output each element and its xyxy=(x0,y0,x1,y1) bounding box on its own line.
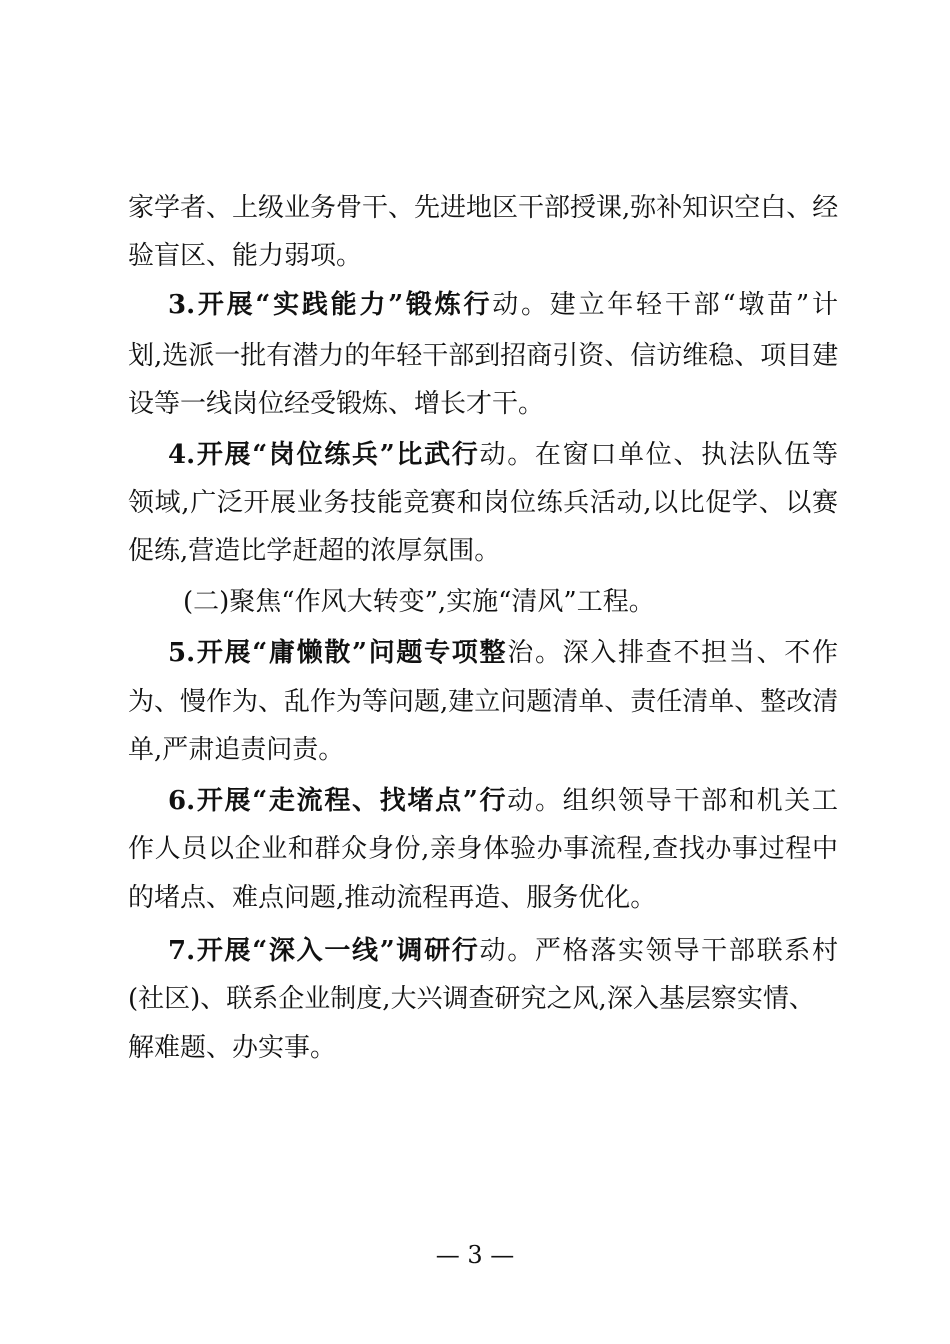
body-text: (二)聚焦“作风大转变”,实施“清风”工程。 xyxy=(183,587,655,617)
body-text: 设等一线岗位经受锻炼、增长才干。 xyxy=(128,389,545,419)
body-text: 作人员以企业和群众身份,亲身体验办事流程,查找办事过程中 xyxy=(128,834,838,864)
body-text: (社区)、联系企业制度,大兴调查研究之风,深入基层察实情、 xyxy=(128,984,815,1014)
text-line xyxy=(128,485,838,521)
body-text: 为、慢作为、乱作为等问题,建立问题清单、责任清单、整改清 xyxy=(128,687,839,717)
body-text: 单,严肃追责问责。 xyxy=(128,735,345,765)
text-line xyxy=(128,1030,838,1066)
text-line xyxy=(128,684,838,720)
body-text: 动。严格落实领导干部联系村 xyxy=(479,936,838,966)
body-text: 动。组织领导干部和机关工 xyxy=(507,786,838,816)
item-heading-line xyxy=(168,635,838,671)
text-line xyxy=(128,338,838,374)
body-text: 领域,广泛开展业务技能竞赛和岗位练兵活动,以比促学、以赛 xyxy=(128,488,838,518)
body-text: 的堵点、难点问题,推动流程再造、服务优化。 xyxy=(128,883,657,913)
body-text: 治。深入排查不担当、不作 xyxy=(507,638,838,668)
bold-text: 5.开展“庸懒散”问题专项整 xyxy=(168,638,508,668)
bold-text: 4.开展“岗位练兵”比武行 xyxy=(168,440,480,470)
text-line xyxy=(128,190,838,226)
bold-text: 3.开展“实践能力”锻炼行 xyxy=(168,290,493,320)
item-heading-line xyxy=(168,437,838,473)
text-line xyxy=(128,533,838,569)
body-text: 家学者、上级业务骨干、先进地区干部授课,弥补知识空白、经 xyxy=(128,193,839,223)
body-text: 验盲区、能力弱项。 xyxy=(128,241,363,271)
text-line xyxy=(128,880,838,916)
body-text: 动。在窗口单位、执法队伍等 xyxy=(479,440,838,470)
text-line xyxy=(128,386,838,422)
text-line xyxy=(128,831,838,867)
bold-text: 7.开展“深入一线”调研行 xyxy=(168,936,480,966)
text-line xyxy=(128,981,838,1017)
item-heading-line xyxy=(168,933,838,969)
page-number: — 3 — xyxy=(435,1241,515,1269)
body-text: 解难题、办实事。 xyxy=(128,1033,337,1063)
body-text: 动。建立年轻干部“墩苗”计 xyxy=(492,290,838,320)
body-text: 促练,营造比学赶超的浓厚氛围。 xyxy=(128,536,501,566)
body-text: 划,选派一批有潜力的年轻干部到招商引资、信访维稳、项目建 xyxy=(128,341,839,371)
item-heading-line xyxy=(168,783,838,819)
section-heading xyxy=(183,584,893,620)
text-line xyxy=(128,732,838,768)
item-heading-line xyxy=(168,287,838,323)
bold-text: 6.开展“走流程、找堵点”行 xyxy=(168,786,508,816)
text-line xyxy=(128,238,838,274)
